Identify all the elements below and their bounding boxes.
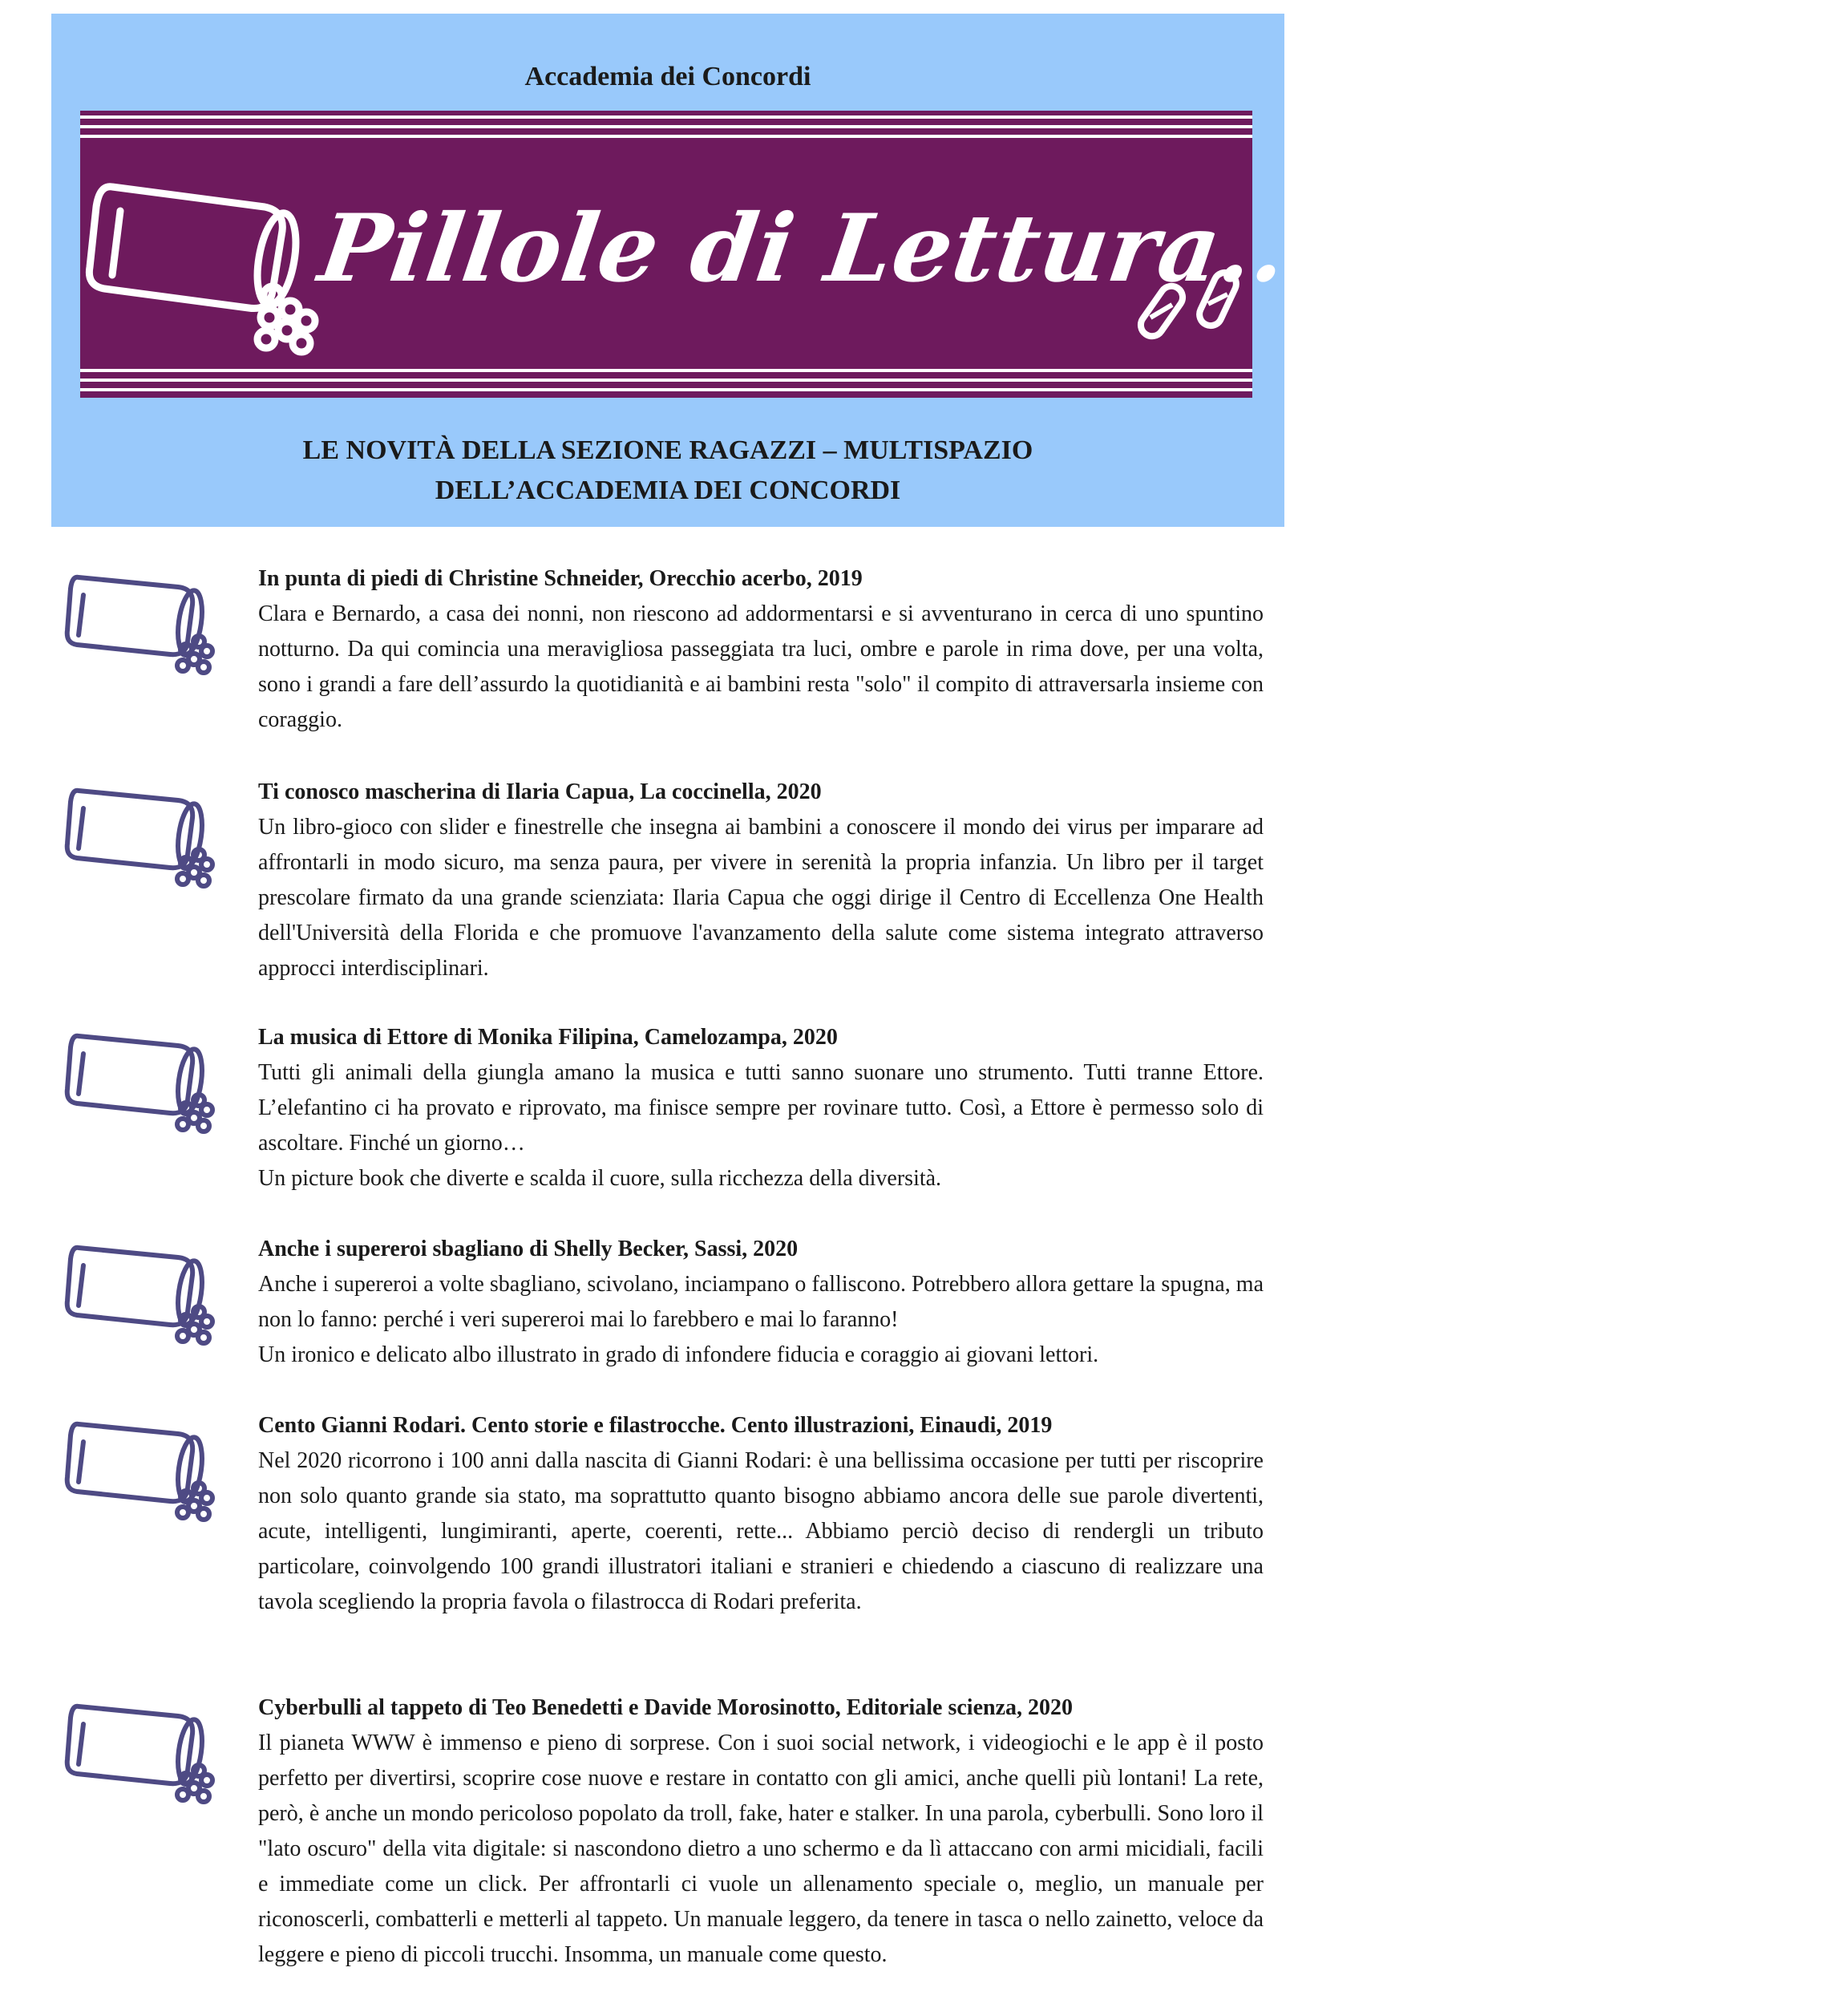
entry-description-2: Un picture book che diverte e scalda il cuore, sulla ricchezza della diversità. [258,1166,942,1191]
entry-description: Un libro-gioco con slider e finestrelle che insegna ai bambini a conoscere il mondo dei virus per imparare ad affrontarli in modo sicuro, ma senza paura, per vivere in serenità la propria infanzia. Un libro per il target prescolare firmato da una grande scienziata: Ilaria Capua che oggi dirige il Centro di Eccellenza One Health dell'Università della Florida e che promuove l'avanzamento della salute come sistema integrato attraverso approcci interdisciplinari. [258,815,1264,981]
pill-bottle-icon [66,768,226,889]
entry-title: Cento Gianni Rodari. Cento storie e filastrocche. Cento illustrazioni, Einaudi, 2019 [258,1413,1053,1438]
entry-description: Clara e Bernardo, a casa dei nonni, non riescono ad addormentarsi e si avventurano in cerca di uno spuntino notturno. Da qui comincia una meravigliosa passeggiata tra luci, ombre e parole in rima dove, per una volta, sono i grandi a fare dell’assurdo la quotidianità e ai bambini resta "solo" il compito di attraversarla insieme con coraggio. [258,601,1264,732]
banner [80,111,1845,398]
entry-title: La musica di Ettore di Monika Filipina, Camelozampa, 2020 [258,1025,838,1050]
entry-title: Anche i supereroi sbagliano di Shelly Becker, Sassi, 2020 [258,1237,799,1261]
pill-bottle-icon [66,555,226,675]
entry-text [258,1408,1264,1620]
entry-text [258,561,1264,738]
entry-title: Cyberbulli al tappeto di Teo Benedetti e Davide Morosinotto, Editoriale scienza, 2020 [258,1695,1074,1720]
organization-name: Accademia dei Concordi [524,62,811,91]
section-title-line-1: LE NOVITÀ DELLA SEZIONE RAGAZZI – MULTISPAZIO [302,435,1033,465]
pill-bottle-icon [66,1402,226,1522]
entry-title: Ti conosco mascherina di Ilaria Capua, La coccinella, 2020 [258,779,822,804]
entry-text [258,1690,1264,1973]
entry-text [258,775,1264,986]
section-title-line-2: DELL’ACCADEMIA DEI CONCORDI [435,476,901,505]
pill-bottle-icon [66,1225,226,1346]
entry-text [258,1020,1264,1196]
pill-bottle-icon [66,1014,226,1134]
entry-description: Tutti gli animali della giungla amano la musica e tutti sanno suonare uno strumento. Tutti tranne Ettore. L’elefantino ci ha provato e riprovato, ma finisce sempre per rovinare tutto. Così, a Ettore è permesso solo di ascoltare. Finché un giorno… [258,1060,1264,1156]
entry-text [258,1232,1264,1373]
entry-description: Il pianeta WWW è immenso e pieno di sorprese. Con i suoi social network, i videogiochi e le app è il posto perfetto per divertirsi, scoprire cose nuove e restare in contatto con gli amici, anche quelli più lontani! La rete, però, è anche un mondo pericoloso popolato da troll, fake, hater e stalker. In una parola, cyberbulli. Sono loro il "lato oscuro" della vita digitale: si nascondono dietro a uno schermo e da lì attaccano con armi micidiali, facili e immediate come un click. Per affrontarli ci vuole un allenamento speciale o, meglio, un manuale per riconoscerli, combatterli e metterli al tappeto. Un manuale leggero, da tenere in tasca o nello zainetto, veloce da leggere e pieno di piccoli trucchi. Insomma, un manuale come questo. [258,1731,1264,1967]
entry-description: Anche i supereroi a volte sbagliano, scivolano, inciampano o falliscono. Potrebbero allora gettare la spugna, ma non lo fanno: perché i veri supereroi mai lo farebbero e mai lo faranno! [258,1272,1264,1332]
pill-bottle-icon [66,1684,226,1804]
section-title [51,431,1284,511]
header-box [51,14,1845,527]
banner-title: Pillole di Lettura... Antivirus [313,194,1845,303]
entry-description: Nel 2020 ricorrono i 100 anni dalla nascita di Gianni Rodari: è una bellissima occasione per tutti per riscoprire non solo quanto grande sia stato, ma soprattutto quanto bisogno abbiamo ancora delle sue parole divertenti, acute, intelligenti, lungimiranti, aperte, coerenti, rette... Abbiamo perciò deciso di rendergli un tributo particolare, coinvolgendo 100 grandi illustratori italiani e stranieri e chiedendo a ciascuno di realizzare una tavola scegliendo la propria favola o filastrocca di Rodari preferita. [258,1448,1264,1614]
entry-title: In punta di piedi di Christine Schneider, Orecchio acerbo, 2019 [258,566,863,591]
entry-description-2: Un ironico e delicato albo illustrato in grado di infondere fiducia e coraggio ai giovani lettori. [258,1342,1099,1367]
